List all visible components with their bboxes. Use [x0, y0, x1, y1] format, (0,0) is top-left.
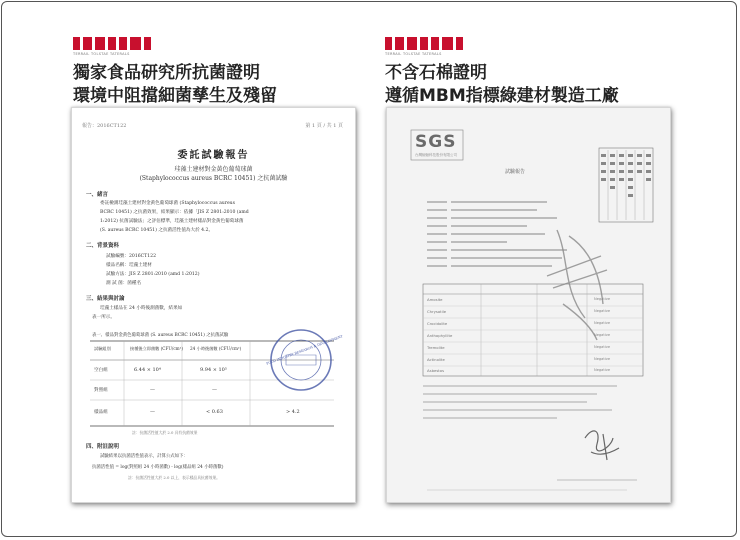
analyte-result: Negative: [594, 321, 611, 325]
table-header-cell: 試驗組別: [94, 346, 111, 351]
right-heading: [385, 62, 619, 108]
sgs-report-title: 試驗報告: [505, 169, 526, 175]
cert-header-left: 報告：2016CT122: [82, 123, 127, 129]
cert-bg-line: 測 試 菌：菌種名: [106, 281, 142, 286]
left-heading-line2: 環境中阻擋細菌孳生及殘留: [73, 86, 277, 106]
mbm-logo-bars: [73, 37, 151, 50]
table-cell-activity: > 4.2: [286, 409, 300, 415]
table-cell: 6.44 × 10⁴: [134, 367, 161, 373]
cert-intro-line: 1:2012) 抗菌試驗法」之評估標準，珪藻土建材樣品對金黃色葡萄球菌: [100, 219, 244, 224]
cert-note-line: 抗菌活性值 = log(對照組 24 小時菌數) - log(樣品組 24 小時菌數): [92, 465, 224, 470]
cert-intro-line: (S. aureus BCRC 10451) 之抗菌活性值為大於 4.2。: [100, 228, 214, 233]
table-cell: 對照組: [94, 388, 108, 393]
analyte-row: Crocidolite: [427, 321, 448, 326]
antibacterial-certificate: [71, 107, 356, 503]
table-cell: < 0.63: [206, 409, 223, 415]
table-cell: 9.94 × 10⁵: [200, 367, 227, 373]
analyte-row: Amosite: [427, 297, 443, 302]
cert-result-line: 珪藻土樣品在 24 小時後測菌數，結果如: [100, 306, 183, 311]
cert-bg-line: 試驗編號：2016CT122: [106, 254, 157, 259]
cert-result-line: 表一所示。: [92, 315, 115, 320]
analyte-result: Negative: [594, 309, 611, 313]
right-heading-line1: 不含石棉證明: [385, 63, 487, 83]
mbm-logo-left: [73, 37, 151, 57]
table-cell: 空白組: [94, 368, 108, 373]
table-cell: 樣品組: [94, 410, 108, 415]
analyte-row: Anthophyllite: [427, 333, 453, 338]
analyte-row: Chrysotile: [427, 309, 447, 314]
table-header-cell: 24 小時後菌數 (CFU/cm²): [190, 346, 242, 351]
cert-note-line: 試驗結果以抗菌活性值表示，計算公式如下：: [100, 454, 188, 459]
analyte-row: Actinolite: [427, 357, 445, 362]
mbm-logo-right: [385, 37, 463, 57]
cert-title: 委託試驗報告: [177, 150, 250, 161]
table-header-cell: 接種後立即菌數 (CFU/cm²): [130, 346, 183, 351]
cert-section-2: 二、背景資料: [86, 243, 120, 249]
cert-subtitle-2: (Staphylococcus aureus BCRC 10451) 之抗菌試驗: [139, 175, 288, 182]
analyte-result: Negative: [594, 333, 611, 337]
sgs-document-graphics: [387, 108, 670, 502]
asbestos-certificate: [386, 107, 671, 503]
cert-subtitle-1: 珪藻土建材對金黃色葡萄球菌: [174, 166, 253, 173]
table-cell: —: [150, 409, 155, 415]
mbm-logo-tagline: TERRAIL TOLSTAE TATERALS: [73, 52, 130, 56]
analyte-row: Asbestos: [427, 368, 445, 373]
left-heading: [73, 62, 277, 108]
cert-header-right: 第 1 頁 / 共 1 頁: [305, 123, 343, 129]
cert-intro-line: 委託檢測珪藻土建材對金黃色葡萄球菌 (Staphylococcus aureus: [100, 201, 235, 206]
cert-bg-line: 樣品名稱：珪藻土建材: [106, 263, 152, 268]
analyte-result: Negative: [594, 345, 611, 349]
cert-intro-line: BCRC 10451) 之抗菌效果，結果顯示：依據「JIS Z 2801:2010 (amd: [100, 210, 249, 215]
cert-section-1: 一、緒言: [86, 192, 109, 198]
mbm-logo-tagline: TERRAIL TOLSTAE TATERALS: [385, 52, 442, 56]
analyte-row: Tremolite: [427, 345, 445, 350]
table-cell: —: [212, 387, 217, 393]
left-heading-line1: 獨家食品研究所抗菌證明: [73, 63, 260, 83]
sgs-tagline: 台灣檢驗科技股份有限公司: [415, 153, 457, 157]
sgs-logo: SGS: [415, 132, 457, 152]
cert-table-caption: 表一、樣品對金黃色葡萄球菌 (S. aureus BCRC 10451) 之抗菌試驗: [92, 333, 229, 338]
mbm-logo-bars: [385, 37, 463, 50]
table-cell: —: [150, 387, 155, 393]
cert-section-3: 三、結果與討論: [86, 296, 125, 302]
cert-section-4: 四、附註說明: [86, 444, 120, 450]
cert-note-line: 註：抗菌活性值大於 2.0 以上，表示樣品具抗菌效果。: [128, 475, 220, 480]
analyte-result: Negative: [594, 357, 611, 361]
table-note: 註：抗菌活性值大於 2.0 具有抗菌效果: [132, 430, 198, 435]
right-heading-line2: 遵循MBM指標綠建材製造工廠: [385, 86, 619, 106]
cert-bg-line: 試驗方法：JIS Z 2801:2010 (amd 1:2012): [106, 272, 200, 277]
stamp-text: FOOD INDUSTRY RESEARCH & DEVELOPMENT: [265, 334, 344, 366]
analyte-result: Negative: [594, 368, 611, 372]
analyte-result: Negative: [594, 297, 611, 301]
